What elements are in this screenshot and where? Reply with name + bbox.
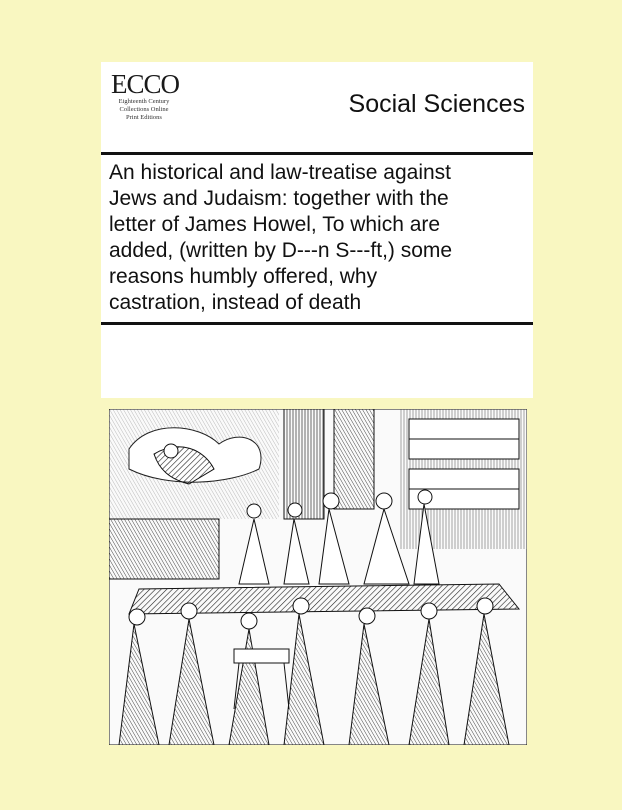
logo-mark: ECCO [111, 69, 180, 99]
bottom-rule [101, 322, 533, 325]
ecco-logo [111, 69, 180, 146]
title-line-5: reasons humbly offered, why [109, 265, 378, 288]
engraving-illustration [109, 409, 527, 745]
book-title [109, 160, 529, 316]
title-line-3: letter of James Howel, To which are [109, 213, 441, 236]
title-line-4: added, (written by D---n S---ft,) some [109, 239, 453, 262]
engraving-drawing [109, 409, 527, 745]
top-rule [101, 152, 533, 155]
title-line-6: castration, instead of death [109, 291, 362, 314]
logo-line-1: Eighteenth Century [118, 98, 170, 105]
logo-line-3: Print Editions [126, 114, 162, 121]
title-line-1: An historical and law-treatise against [109, 161, 452, 184]
title-line-2: Jews and Judaism: together with the [109, 187, 449, 210]
logo-line-2: Collections Online [119, 106, 169, 113]
cover-card [101, 62, 533, 398]
series-title: Social Sciences [348, 90, 525, 118]
